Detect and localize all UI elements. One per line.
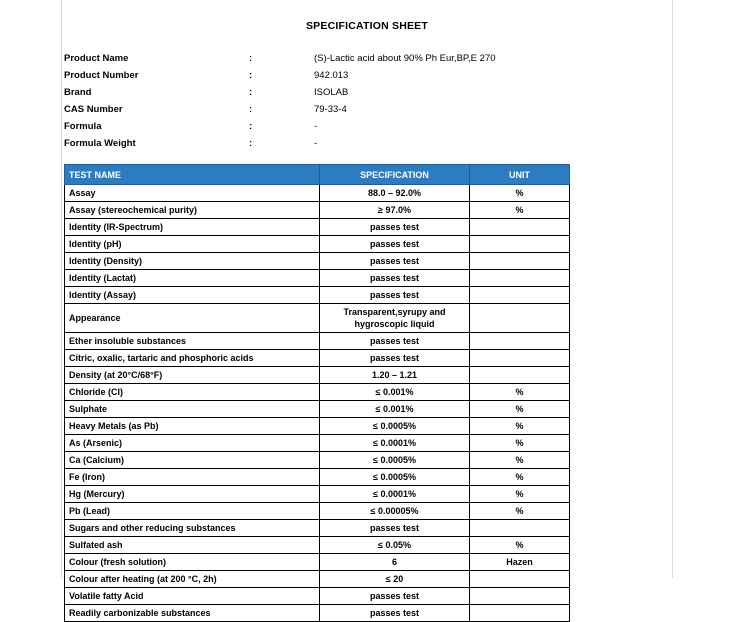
cell-unit: % <box>470 418 570 435</box>
cell-unit: % <box>470 486 570 503</box>
table-row <box>65 435 570 452</box>
cell-unit <box>470 236 570 253</box>
cell-test-name: Sulphate <box>65 401 320 418</box>
column-header-test-name: TEST NAME <box>65 165 320 185</box>
table-row <box>65 469 570 486</box>
metadata-label: Formula Weight <box>64 138 136 149</box>
table-row <box>65 333 570 350</box>
metadata-row <box>64 135 624 152</box>
cell-specification: ≤ 0.00005% <box>320 503 470 520</box>
cell-specification: ≤ 0.0005% <box>320 469 470 486</box>
cell-unit <box>470 287 570 304</box>
table-row <box>65 554 570 571</box>
metadata-row <box>64 50 624 67</box>
cell-test-name: Citric, oxalic, tartaric and phosphoric acids <box>65 350 320 367</box>
cell-specification: passes test <box>320 236 470 253</box>
table-row <box>65 605 570 622</box>
cell-test-name: Sugars and other reducing substances <box>65 520 320 537</box>
cell-test-name: Sulfated ash <box>65 537 320 554</box>
cell-specification: 88.0 – 92.0% <box>320 185 470 202</box>
table-row <box>65 367 570 384</box>
cell-specification: ≤ 0.001% <box>320 384 470 401</box>
specification-table-wrapper <box>64 164 672 622</box>
cell-test-name: Density (at 20°C/68°F) <box>65 367 320 384</box>
cell-unit <box>470 605 570 622</box>
cell-unit: % <box>470 435 570 452</box>
cell-specification: passes test <box>320 350 470 367</box>
metadata-separator: : <box>249 53 253 64</box>
table-row <box>65 588 570 605</box>
table-row <box>65 219 570 236</box>
cell-specification: ≤ 0.0005% <box>320 452 470 469</box>
metadata-separator: : <box>249 138 253 149</box>
metadata-separator: : <box>249 87 253 98</box>
cell-specification: ≤ 0.0001% <box>320 486 470 503</box>
cell-unit <box>470 571 570 588</box>
page-title: SPECIFICATION SHEET <box>305 20 429 32</box>
cell-test-name: Assay <box>65 185 320 202</box>
metadata-row <box>64 118 624 135</box>
cell-specification: ≥ 97.0% <box>320 202 470 219</box>
metadata-label: Product Name <box>64 53 129 64</box>
cell-test-name: Fe (Iron) <box>65 469 320 486</box>
metadata-value: 942.013 <box>314 70 349 81</box>
metadata-value: ISOLAB <box>314 87 349 98</box>
cell-specification: Transparent,syrupy and hygroscopic liquid <box>320 304 470 333</box>
cell-test-name: Identity (Assay) <box>65 287 320 304</box>
cell-specification: 1.20 – 1.21 <box>320 367 470 384</box>
table-row <box>65 401 570 418</box>
table-row <box>65 418 570 435</box>
metadata-value: - <box>314 138 318 149</box>
metadata-value: (S)-Lactic acid about 90% Ph Eur,BP,E 270 <box>314 53 496 64</box>
cell-test-name: Heavy Metals (as Pb) <box>65 418 320 435</box>
table-row <box>65 287 570 304</box>
cell-specification: passes test <box>320 333 470 350</box>
table-row <box>65 520 570 537</box>
column-header-specification: SPECIFICATION <box>320 165 470 185</box>
metadata-value: 79-33-4 <box>314 104 347 115</box>
cell-specification: ≤ 20 <box>320 571 470 588</box>
cell-unit <box>470 367 570 384</box>
metadata-row <box>64 101 624 118</box>
cell-unit: % <box>470 503 570 520</box>
table-row <box>65 486 570 503</box>
metadata-label: CAS Number <box>64 104 123 115</box>
cell-specification: passes test <box>320 270 470 287</box>
table-row <box>65 236 570 253</box>
cell-unit: Hazen <box>470 554 570 571</box>
cell-specification: passes test <box>320 287 470 304</box>
cell-test-name: Identity (Lactat) <box>65 270 320 287</box>
cell-test-name: Identity (IR-Spectrum) <box>65 219 320 236</box>
cell-test-name: Volatile fatty Acid <box>65 588 320 605</box>
cell-test-name: Colour after heating (at 200 °C, 2h) <box>65 571 320 588</box>
cell-specification: ≤ 0.0005% <box>320 418 470 435</box>
cell-test-name: Ether insoluble substances <box>65 333 320 350</box>
cell-test-name: Hg (Mercury) <box>65 486 320 503</box>
table-row <box>65 270 570 287</box>
page-right-rule <box>672 0 673 578</box>
cell-unit <box>470 253 570 270</box>
cell-unit <box>470 270 570 287</box>
cell-test-name: Pb (Lead) <box>65 503 320 520</box>
cell-test-name: As (Arsenic) <box>65 435 320 452</box>
cell-test-name: Appearance <box>65 304 320 333</box>
cell-test-name: Ca (Calcium) <box>65 452 320 469</box>
cell-specification: passes test <box>320 253 470 270</box>
table-row <box>65 253 570 270</box>
metadata-label: Product Number <box>64 70 139 81</box>
cell-specification: ≤ 0.0001% <box>320 435 470 452</box>
cell-test-name: Identity (Density) <box>65 253 320 270</box>
cell-unit <box>470 219 570 236</box>
table-row <box>65 304 570 333</box>
cell-specification: passes test <box>320 588 470 605</box>
table-row <box>65 571 570 588</box>
table-row <box>65 384 570 401</box>
table-row <box>65 537 570 554</box>
table-header-row <box>65 165 570 185</box>
table-row <box>65 503 570 520</box>
metadata-separator: : <box>249 70 253 81</box>
metadata-row <box>64 67 624 84</box>
cell-specification: ≤ 0.05% <box>320 537 470 554</box>
cell-unit <box>470 304 570 333</box>
specification-sheet <box>62 0 672 618</box>
cell-test-name: Chloride (Cl) <box>65 384 320 401</box>
cell-unit: % <box>470 469 570 486</box>
table-row <box>65 202 570 219</box>
specification-table <box>64 164 570 622</box>
metadata-label: Brand <box>64 87 92 98</box>
metadata-separator: : <box>249 104 253 115</box>
cell-specification: 6 <box>320 554 470 571</box>
cell-specification: passes test <box>320 605 470 622</box>
cell-specification: passes test <box>320 520 470 537</box>
metadata-separator: : <box>249 121 253 132</box>
metadata-row <box>64 84 624 101</box>
metadata-label: Formula <box>64 121 102 132</box>
cell-unit <box>470 588 570 605</box>
product-metadata <box>64 50 624 152</box>
cell-unit: % <box>470 202 570 219</box>
column-header-unit: UNIT <box>470 165 570 185</box>
cell-unit: % <box>470 185 570 202</box>
cell-unit: % <box>470 401 570 418</box>
cell-test-name: Readily carbonizable substances <box>65 605 320 622</box>
cell-unit: % <box>470 537 570 554</box>
cell-test-name: Colour (fresh solution) <box>65 554 320 571</box>
table-row <box>65 452 570 469</box>
cell-specification: passes test <box>320 219 470 236</box>
cell-test-name: Identity (pH) <box>65 236 320 253</box>
cell-unit <box>470 520 570 537</box>
metadata-value: - <box>314 121 318 132</box>
cell-specification: ≤ 0.001% <box>320 401 470 418</box>
table-row <box>65 350 570 367</box>
table-row <box>65 185 570 202</box>
cell-unit: % <box>470 452 570 469</box>
cell-test-name: Assay (stereochemical purity) <box>65 202 320 219</box>
cell-unit <box>470 333 570 350</box>
cell-unit: % <box>470 384 570 401</box>
cell-unit <box>470 350 570 367</box>
